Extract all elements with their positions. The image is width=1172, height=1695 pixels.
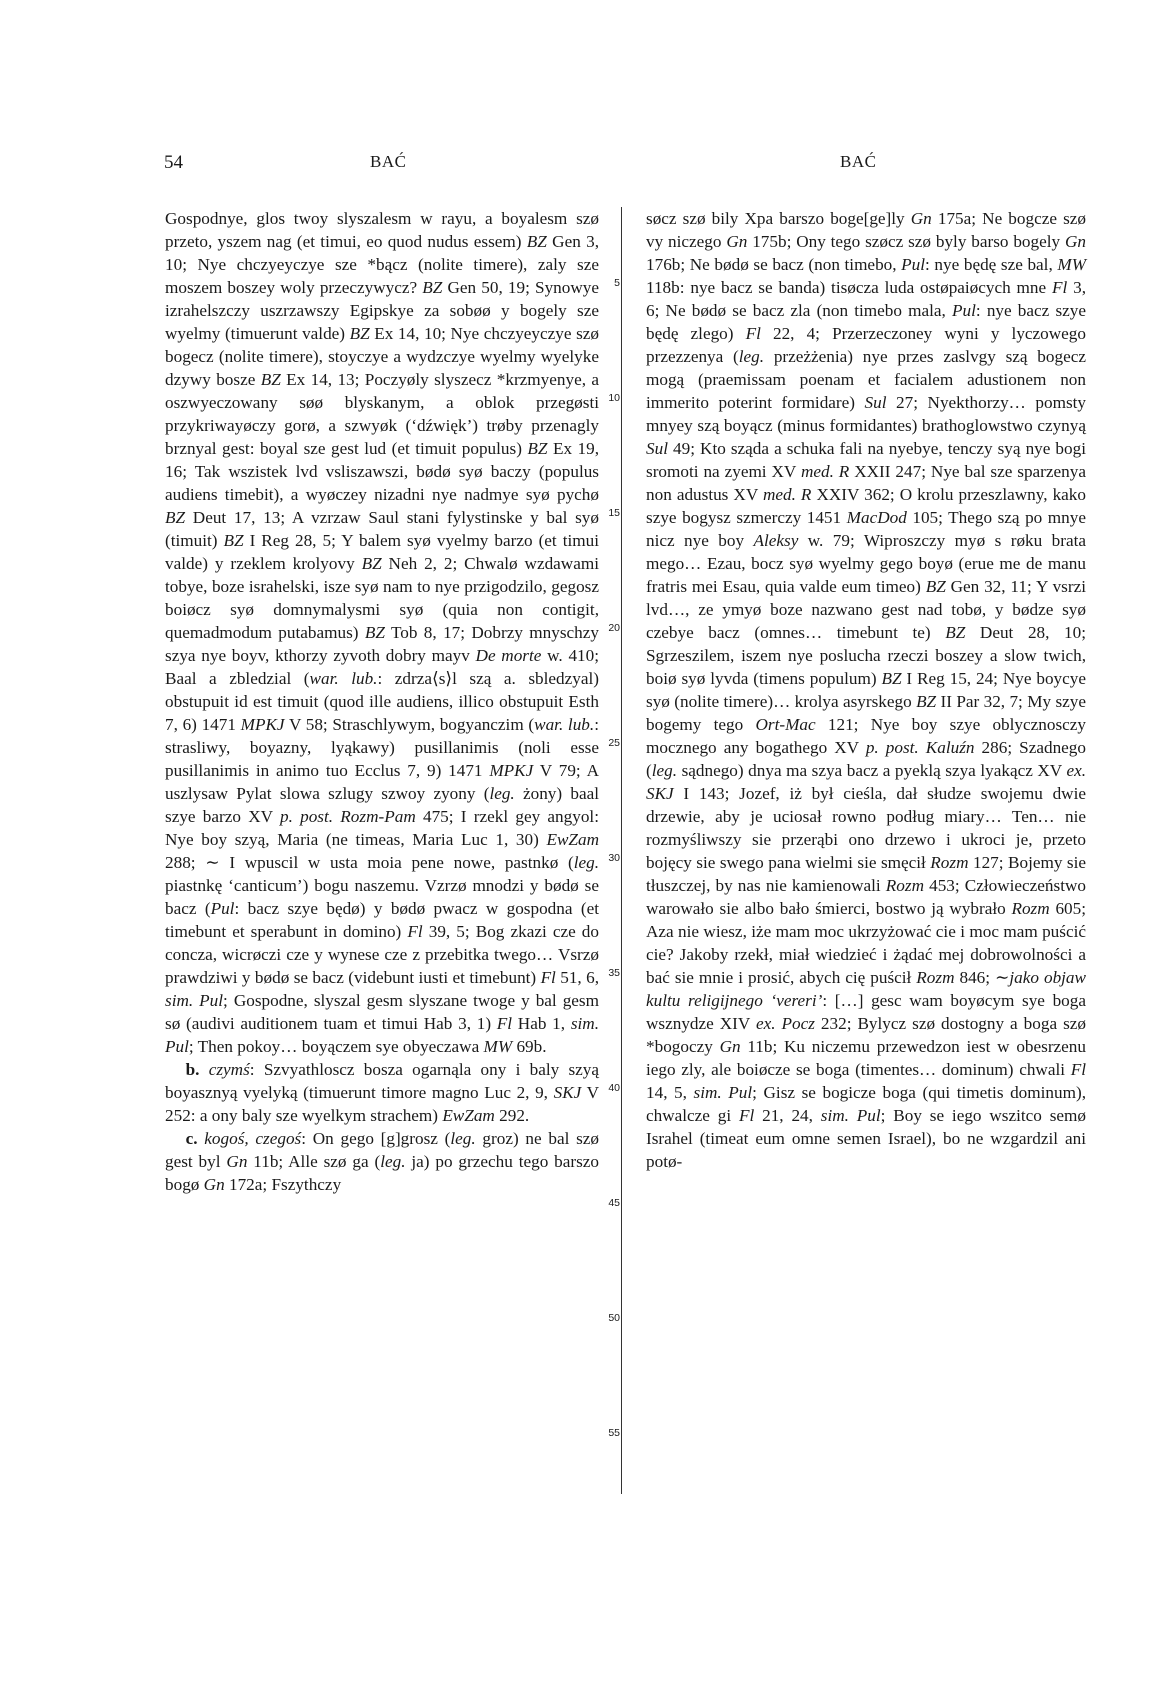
- page-number: 54: [164, 152, 183, 173]
- line-number: 30: [608, 852, 620, 864]
- entry-subsense-b: b. czymś: Szvyathloscz bosza ogarnąla ony i baly szyą boyasznyą vyelyką (timuerunt timore magno Luc 2, 9, SKJ V 252: a ony baly sze wyelkym strachem) EwZam 292.: [165, 1060, 599, 1125]
- line-number: 50: [608, 1312, 620, 1324]
- entry-paragraph: søcz szø bily Xpa barszo boge[ge]ly Gn 175a; Ne bogcze szø vy niczego Gn 175b; Ony tego szøcz szø byly barso bogely Gn 176b; Ne bødø se bacz (non timebo, Pul: nye będę sze bal, MW 118b: nye bacz se banda) tisøcza luda ostøpaiøcych mne Fl 3, 6; Ne bødø se bacz zla (non timebo mala, Pul: nye bacz szye będę zlego) Fl 22, 4; Przerzeczoney wyni y lyczowego przezzenya (leg. przeżżenia) nye przes zaslvgy szą bogecz mogą (praemissam poenam et facialem adustionem non immerito poterint formidare) Sul 27; Nyekthorzy… pomsty mnyey szą boyącz (minus formidantes) brathoglowstwo czynyą Sul 49; Kto sząda a schuka fali na nyebye, tenczy syą nye bogi sromoti na zyemi XV med. R XXII 247; Nye bal sze sparzenya non adustus XV med. R XXIV 362; O krolu przeszlawny, kako szye bogysz szmerczy 1451 MacDod 105; Thego szą po mnye nicz nye boy Aleksy w. 79; Wiproszczy myø s røku brata mego… Ezau, bocz syø wyelmy gego boyø (erue me de manu fratris mei Esau, quia valde eum timeo) BZ Gen 32, 11; Y vsrzi lvd…, ze ymyø boze nazwano gest nad tobø, y bødze syø czebye bacz (omnes… timebunt te) BZ Deut 28, 10; Sgrzeszilem, iszem nye poslucha rzeczi boszey a slow twich, boiø syø lyvda (timens populum) BZ I Reg 15, 24; Nye boycye syø (nolite timere)… krolya asyrskego BZ II Par 32, 7; My szye bogemy tego Ort-Mac 121; Nye boy szye oblycznosczy mocznego any bogathego XV p. post. Kaluźn 286; Szadnego (leg. sądnego) dnya ma szya bacz a pyeklą szya lyakącz XV ex. SKJ I 143; Jozef, iż był cieśla, dał słudze swojemu dwie drzewie, aby je uciosał rowno podług miary… Ten… nie rozmyśliwszy sie przerąbi ono drzewo i ukroci je, przeto bojęcy sie swego pana wielmi sie smęcił Rozm 127; Bojemy sie tłuszczej, by nas nie kamienowali Rozm 453; Człowieczeństwo warowało sie albo bało śmierci, bostwo ją wybrało Rozm 605; Aza nie wiesz, iże mam moc ukrzyżować cie i moc mam puścić cie? Jakoby rzekł, miał wiedzieć i żądać mej dobrowolności a bać sie mnie i prosić, abych cię puścił Rozm 846; ∼jako objaw kultu religijnego ‘vereri’: […] gesc wam boyøcym sye boga wsznydze XIV ex. Pocz 232; Bylycz szø dostogny a boga szø *bogoczy Gn 11b; Ku niczemu przewedzon iest w obesrzenu iego zly, ale boiøcze se boga (timentes… dominum) chwali Fl 14, 5, sim. Pul; Gisz se bogicze boga (qui timetis dominum), chwalcze gi Fl 21, 24, sim. Pul; Boy se iego wszitco semø Israhel (timeat eum omne semen Israel), bo ne wzgardzil ani potø-: [646, 209, 1087, 1171]
- line-number-gutter: [600, 207, 620, 1507]
- left-column: [165, 207, 599, 1196]
- line-number: 45: [608, 1197, 620, 1209]
- line-number: 15: [608, 507, 620, 519]
- line-number: 10: [608, 392, 620, 404]
- running-headword-left: BAĆ: [370, 152, 407, 171]
- line-number: 40: [608, 1082, 620, 1094]
- entry-subsense-c: c. kogoś, czegoś: On gego [g]grosz (leg. groz) ne bal szø gest byl Gn 11b; Alle szø ga (leg. ja) po grzechu tego barszo bogø Gn 172a; Fszythczy: [165, 1129, 600, 1194]
- running-headword-right: BAĆ: [840, 152, 877, 171]
- line-number: 5: [614, 277, 620, 289]
- page-header: [0, 152, 1172, 182]
- line-number: 55: [608, 1427, 620, 1439]
- column-divider: [621, 207, 622, 1494]
- right-column: [646, 207, 1086, 1173]
- entry-paragraph: Gospodnye, glos twoy slyszalesm w rayu, a boyalesm szø przeto, yszem nag (et timui, eo quod nudus essem) BZ Gen 3, 10; Nye chczyeyczye sze *bącz (nolite timere), zaly sze moszem boszey woly przeczywycz? BZ Gen 50, 19; Synowye izrahelszczy uszrzawszy Egipskye za sobøø y bogely sze wyelmy (timuerunt valde) BZ Ex 14, 10; Nye chczyeyczye szø bogecz (nolite timere), stoyczye a wydzczye wyelmy wyelyke dzywy bosze BZ Ex 14, 13; Poczyøly slyszecz *krzmyenye, a oszwyeczowany søø blyskanym, a oblok przegøsti przykriwayøczy gorø, a szwyøk (‘dźwięk’) trøby przenagly brznyal gest: boyal sze gest lud (et timuit populus) BZ Ex 19, 16; Tak wszistek lvd vsliszawszi, bødø syø baczy (populus audiens timebit), a wyøczey nizadni nye nadmye syø pychø BZ Deut 17, 13; A vzrzaw Saul stani fylystinske y bal syø (timuit) BZ I Reg 28, 5; Y balem syø vyelmy barzo (et timui valde) y rzeklem krolyovy BZ Neh 2, 2; Chwalø wzdawami tobye, boze israhelski, isze syø nam to nye przigodzilo, gegosz boiøcz syø domnymalysmi syø (quia non contigit, quemadmodum putabamus) BZ Tob 8, 17; Dobrzy mnyschzy szya nye boyv, kthorzy zyvoth dobry mayv De morte w. 410; Baal a zbledzial (war. lub.: zdrza⟨s⟩l szą a. sbledzyal) obstupuit id est timuit (quod ille audiens, illico obstupuit Esth 7, 6) 1471 MPKJ V 58; Straschlywym, bogyanczim (war. lub.: strasliwy, boyazny, lyąkawy) pusillanimis (noli esse pusillanimis in animo tuo Ecclus 7, 9) 1471 MPKJ V 79; A uszlysaw Pylat slowa szlugy szwoy zyony (leg. żony) baal szye barzo XV p. post. Rozm-Pam 475; I rzekl gey angyol: Nye boy szyą, Maria (ne timeas, Maria Luc 1, 30) EwZam 288; ∼ I wpuscil w usta moia pene nowe, pastnkø (leg. piastnkę ‘canticum’) bogu naszemu. Vzrzø mnodzi y bødø se bacz (Pul: bacz szye będø) y bødø pwacz w gospodna (et timebunt et sperabunt in domino) Fl 39, 5; Bog zkazi cze do concza, wicrøczi cze y wynese cze z przebitka twego… Vsrzø prawdziwi y bødø se bacz (videbunt iusti et timebunt) Fl 51, 6, sim. Pul; Gospodne, slyszal gesm slyszane twoge y bal gesm sø (audivi auditionem tuam et timui Hab 3, 1) Fl Hab 1, sim. Pul; Then pokoy… boyączem sye obyeczawa MW 69b.: [165, 209, 600, 1056]
- line-number: 35: [608, 967, 620, 979]
- line-number: 20: [608, 622, 620, 634]
- line-number: 25: [608, 737, 620, 749]
